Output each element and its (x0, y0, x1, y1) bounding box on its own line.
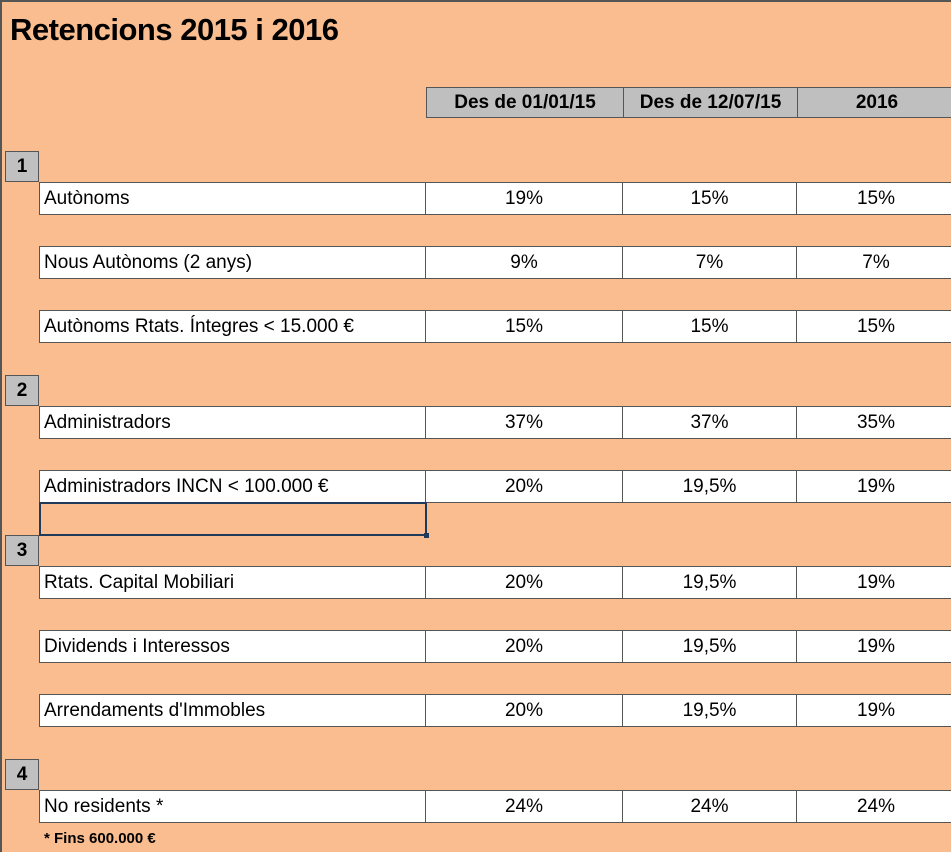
row-label[interactable]: Nous Autònoms (2 anys) (39, 246, 426, 279)
row-value-2015-jul[interactable]: 37% (622, 406, 797, 439)
row-value-2016[interactable]: 19% (796, 470, 951, 503)
row-value-2015-jul[interactable]: 24% (622, 790, 797, 823)
section-number-2[interactable]: 2 (5, 375, 39, 406)
section-number-1[interactable]: 1 (5, 151, 39, 182)
header-2015-jul[interactable]: Des de 12/07/15 (623, 87, 798, 118)
row-value-2015-jan[interactable]: 24% (425, 790, 623, 823)
row-label[interactable]: Dividends i Interessos (39, 630, 426, 663)
row-value-2016[interactable]: 7% (796, 246, 951, 279)
row-value-2015-jul[interactable]: 15% (622, 310, 797, 343)
sheet-title[interactable]: Retencions 2015 i 2016 (10, 12, 339, 47)
header-2015-jan[interactable]: Des de 01/01/15 (426, 87, 624, 118)
row-label[interactable]: Rtats. Capital Mobiliari (39, 566, 426, 599)
row-value-2016[interactable]: 15% (796, 182, 951, 215)
row-value-2016[interactable]: 15% (796, 310, 951, 343)
footnote[interactable]: * Fins 600.000 € (44, 830, 156, 847)
row-label[interactable]: Autònoms (39, 182, 426, 215)
header-2016[interactable]: 2016 (797, 87, 951, 118)
row-value-2015-jan[interactable]: 9% (425, 246, 623, 279)
row-value-2015-jan[interactable]: 20% (425, 630, 623, 663)
row-value-2016[interactable]: 19% (796, 630, 951, 663)
section-number-4[interactable]: 4 (5, 759, 39, 790)
selected-cell[interactable] (39, 502, 427, 536)
row-label[interactable]: Administradors (39, 406, 426, 439)
row-value-2015-jul[interactable]: 19,5% (622, 566, 797, 599)
row-value-2015-jan[interactable]: 37% (425, 406, 623, 439)
row-value-2015-jul[interactable]: 19,5% (622, 694, 797, 727)
row-value-2015-jan[interactable]: 19% (425, 182, 623, 215)
row-value-2015-jan[interactable]: 20% (425, 694, 623, 727)
row-value-2015-jan[interactable]: 15% (425, 310, 623, 343)
row-value-2016[interactable]: 35% (796, 406, 951, 439)
row-value-2015-jul[interactable]: 7% (622, 246, 797, 279)
row-value-2015-jan[interactable]: 20% (425, 470, 623, 503)
row-label[interactable]: Administradors INCN < 100.000 € (39, 470, 426, 503)
row-label[interactable]: Autònoms Rtats. Íntegres < 15.000 € (39, 310, 426, 343)
row-value-2015-jan[interactable]: 20% (425, 566, 623, 599)
row-value-2016[interactable]: 24% (796, 790, 951, 823)
row-label[interactable]: No residents * (39, 790, 426, 823)
row-value-2015-jul[interactable]: 15% (622, 182, 797, 215)
section-number-3[interactable]: 3 (5, 535, 39, 566)
row-label[interactable]: Arrendaments d'Immobles (39, 694, 426, 727)
row-value-2016[interactable]: 19% (796, 566, 951, 599)
row-value-2015-jul[interactable]: 19,5% (622, 630, 797, 663)
row-value-2015-jul[interactable]: 19,5% (622, 470, 797, 503)
row-value-2016[interactable]: 19% (796, 694, 951, 727)
